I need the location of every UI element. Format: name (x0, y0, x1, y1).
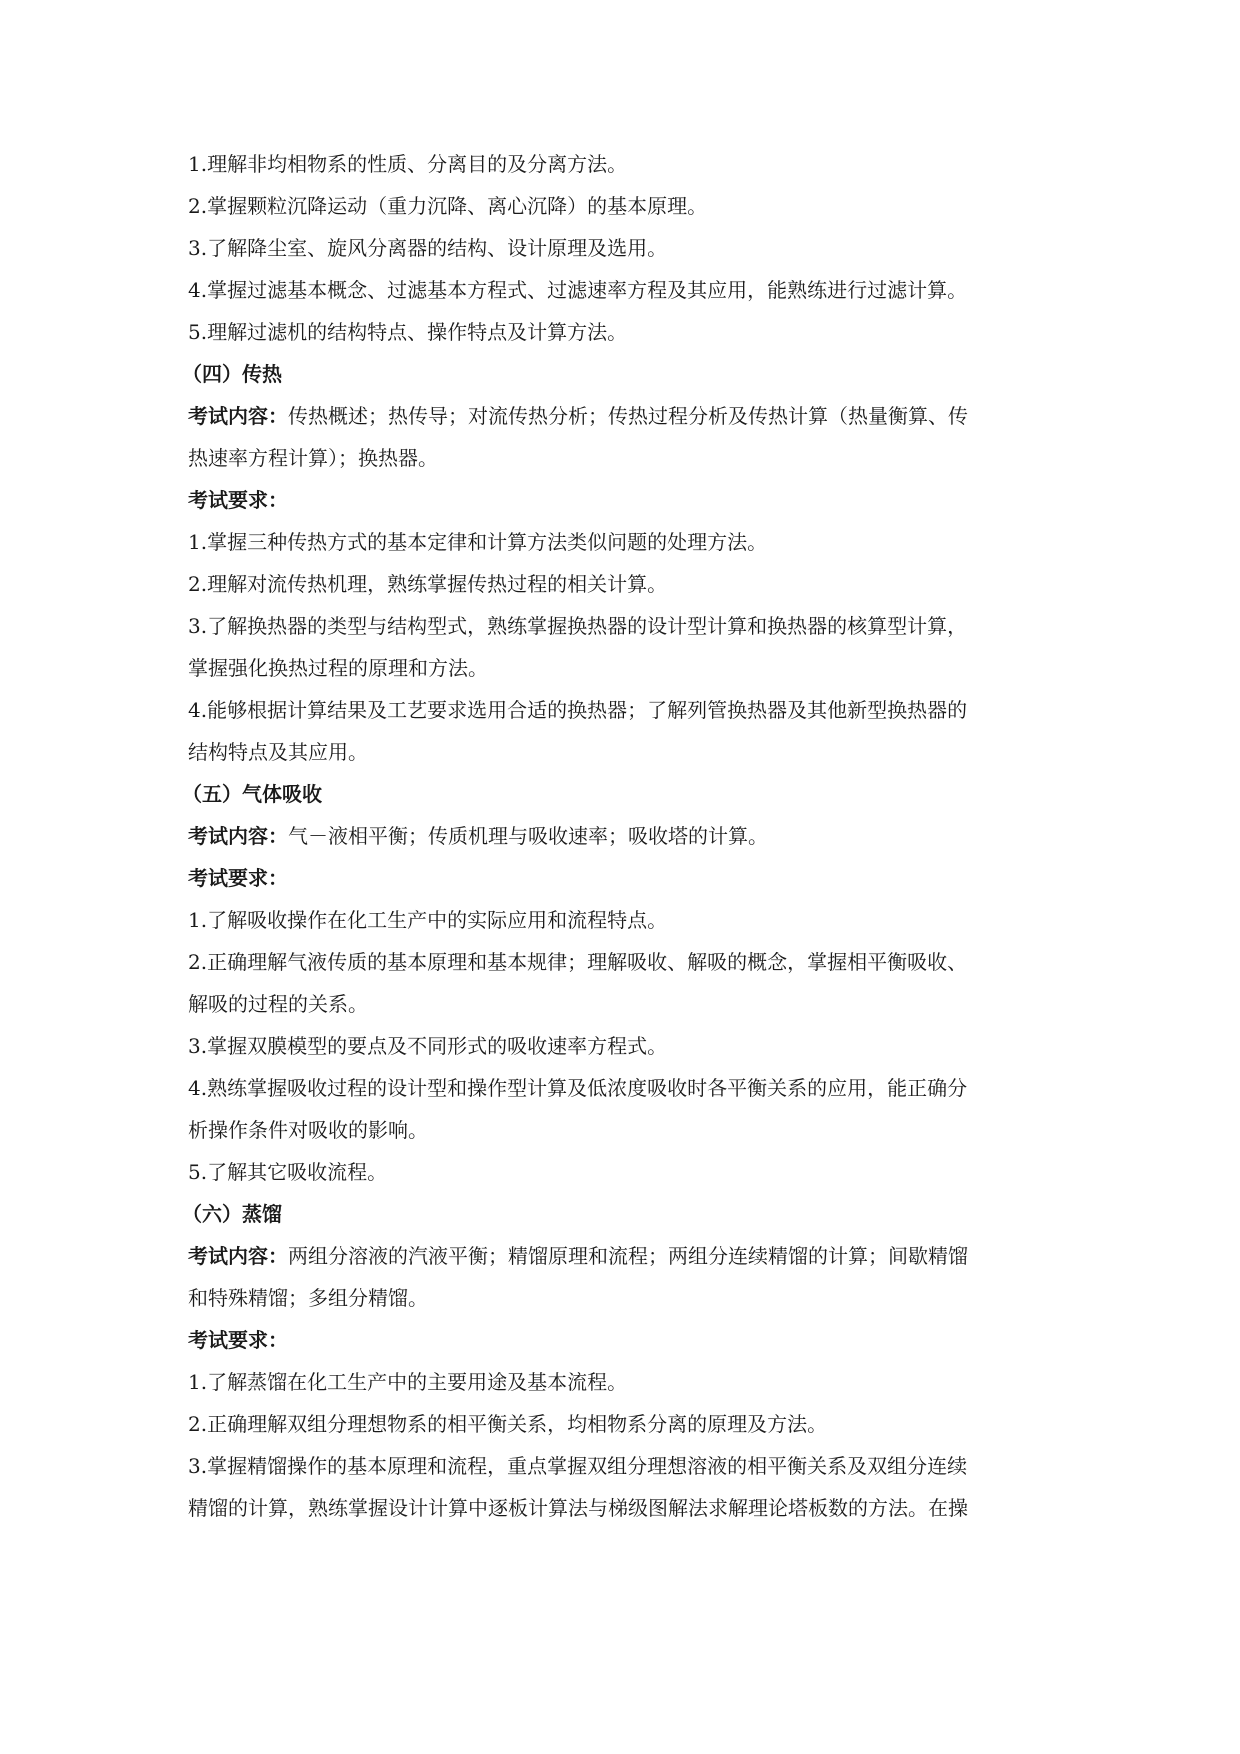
req-item: 2.正确理解气液传质的基本原理和基本规律；理解吸收、解吸的概念，掌握相平衡吸收、 (188, 950, 968, 974)
req-item-continued: 掌握强化换热过程的原理和方法。 (188, 656, 488, 680)
section-title: （五）气体吸收 (182, 782, 322, 806)
section-title: （六）蒸馏 (182, 1202, 282, 1226)
section-heat-transfer (182, 353, 1054, 773)
requirements-label: 考试要求： (188, 866, 288, 890)
req-item: 1.了解蒸馏在化工生产中的主要用途及基本流程。 (188, 1370, 628, 1394)
req-item-continued: 精馏的计算，熟练掌握设计计算中逐板计算法与梯级图解法求解理论塔板数的方法。在操 (188, 1496, 968, 1520)
content-label: 考试内容： (188, 824, 288, 848)
req-item: 3.掌握精馏操作的基本原理和流程，重点掌握双组分理想溶液的相平衡关系及双组分连续 (188, 1454, 968, 1478)
content-line (188, 395, 1054, 437)
section-title: （四）传热 (182, 362, 282, 386)
section-separation (188, 143, 1054, 353)
req-item: 2.理解对流传热机理，熟练掌握传热过程的相关计算。 (188, 572, 668, 596)
req-item: 5.理解过滤机的结构特点、操作特点及计算方法。 (188, 320, 628, 344)
req-item-continued: 解吸的过程的关系。 (188, 992, 368, 1016)
req-item-continued: 结构特点及其应用。 (188, 740, 368, 764)
content-line: 和特殊精馏；多组分精馏。 (188, 1286, 428, 1310)
content-text: 两组分溶液的汽液平衡；精馏原理和流程；两组分连续精馏的计算；间歇精馏 (288, 1244, 968, 1268)
content-label: 考试内容： (188, 404, 288, 428)
document-page (182, 143, 1054, 1529)
req-item: 3.了解换热器的类型与结构型式，熟练掌握换热器的设计型计算和换热器的核算型计算， (188, 614, 968, 638)
section-gas-absorption (182, 773, 1054, 1193)
req-item: 3.了解降尘室、旋风分离器的结构、设计原理及选用。 (188, 236, 668, 260)
content-text: 传热概述；热传导；对流传热分析；传热过程分析及传热计算（热量衡算、传 (288, 404, 968, 428)
req-item: 4.熟练掌握吸收过程的设计型和操作型计算及低浓度吸收时各平衡关系的应用，能正确分 (188, 1076, 968, 1100)
req-item: 2.掌握颗粒沉降运动（重力沉降、离心沉降）的基本原理。 (188, 194, 708, 218)
req-item: 1.理解非均相物系的性质、分离目的及分离方法。 (188, 152, 628, 176)
content-line: 热速率方程计算）；换热器。 (188, 446, 438, 470)
requirements-label: 考试要求： (188, 488, 288, 512)
content-line (188, 815, 1054, 857)
req-item-continued: 析操作条件对吸收的影响。 (188, 1118, 428, 1142)
req-item: 3.掌握双膜模型的要点及不同形式的吸收速率方程式。 (188, 1034, 668, 1058)
req-item: 1.了解吸收操作在化工生产中的实际应用和流程特点。 (188, 908, 668, 932)
req-item: 4.能够根据计算结果及工艺要求选用合适的换热器；了解列管换热器及其他新型换热器的 (188, 698, 968, 722)
req-item: 2.正确理解双组分理想物系的相平衡关系，均相物系分离的原理及方法。 (188, 1412, 828, 1436)
req-item: 1.掌握三种传热方式的基本定律和计算方法类似问题的处理方法。 (188, 530, 768, 554)
section-distillation (182, 1193, 1054, 1529)
requirements-label: 考试要求： (188, 1328, 288, 1352)
content-line (188, 1235, 1054, 1277)
content-text: 气－液相平衡；传质机理与吸收速率；吸收塔的计算。 (288, 824, 768, 848)
req-item: 4.掌握过滤基本概念、过滤基本方程式、过滤速率方程及其应用，能熟练进行过滤计算。 (188, 278, 968, 302)
content-label: 考试内容： (188, 1244, 288, 1268)
req-item: 5.了解其它吸收流程。 (188, 1160, 388, 1184)
